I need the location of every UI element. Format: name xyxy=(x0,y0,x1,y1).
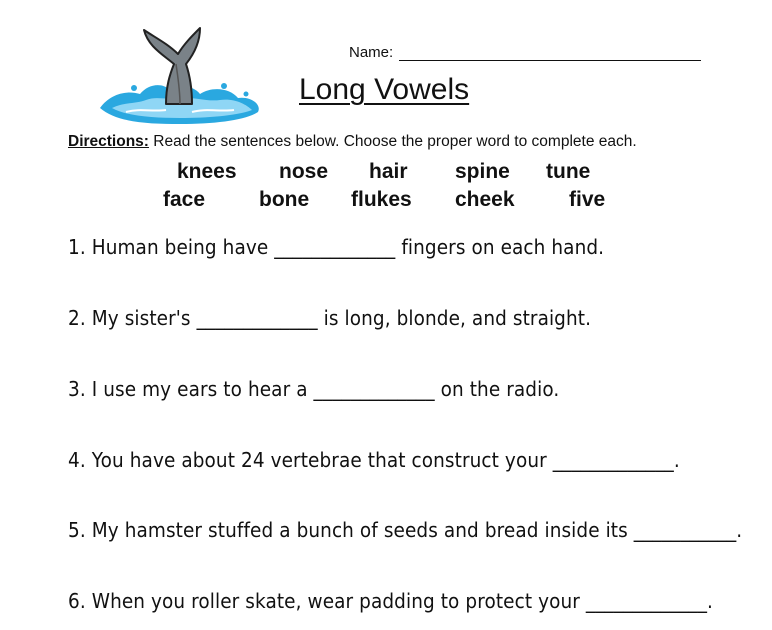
question-6: 6. When you roller skate, wear padding to protect your _____________. xyxy=(68,589,713,613)
directions xyxy=(68,133,637,151)
question-4: 4. You have about 24 vertebrae that construct your _____________. xyxy=(68,448,680,472)
question-3: 3. I use my ears to hear a _____________ on the radio. xyxy=(68,377,560,401)
name-label: Name: xyxy=(349,44,394,61)
name-field[interactable] xyxy=(349,43,701,61)
word-bank-item: bone xyxy=(259,188,310,211)
directions-label: Directions: xyxy=(68,133,149,150)
word-bank-item: face xyxy=(163,188,206,211)
word-bank-item: spine xyxy=(455,160,510,183)
name-blank-line[interactable] xyxy=(399,43,701,61)
word-bank-item: flukes xyxy=(351,188,412,211)
word-bank-item: nose xyxy=(279,160,329,183)
question-2: 2. My sister's _____________ is long, blonde, and straight. xyxy=(68,306,592,330)
word-bank-item: cheek xyxy=(455,188,515,211)
word-bank-item: tune xyxy=(546,160,591,183)
question-5: 5. My hamster stuffed a bunch of seeds and bread inside its ___________. xyxy=(68,518,743,542)
page-title: Long Vowels xyxy=(299,73,470,106)
directions-text: Read the sentences below. Choose the proper word to complete each. xyxy=(148,133,637,150)
whale-tail-icon xyxy=(96,24,264,128)
word-bank-item: five xyxy=(569,188,606,211)
word-bank-item: knees xyxy=(177,160,237,183)
word-bank-item: hair xyxy=(369,160,408,183)
question-1: 1. Human being have _____________ fingers on each hand. xyxy=(68,235,605,259)
